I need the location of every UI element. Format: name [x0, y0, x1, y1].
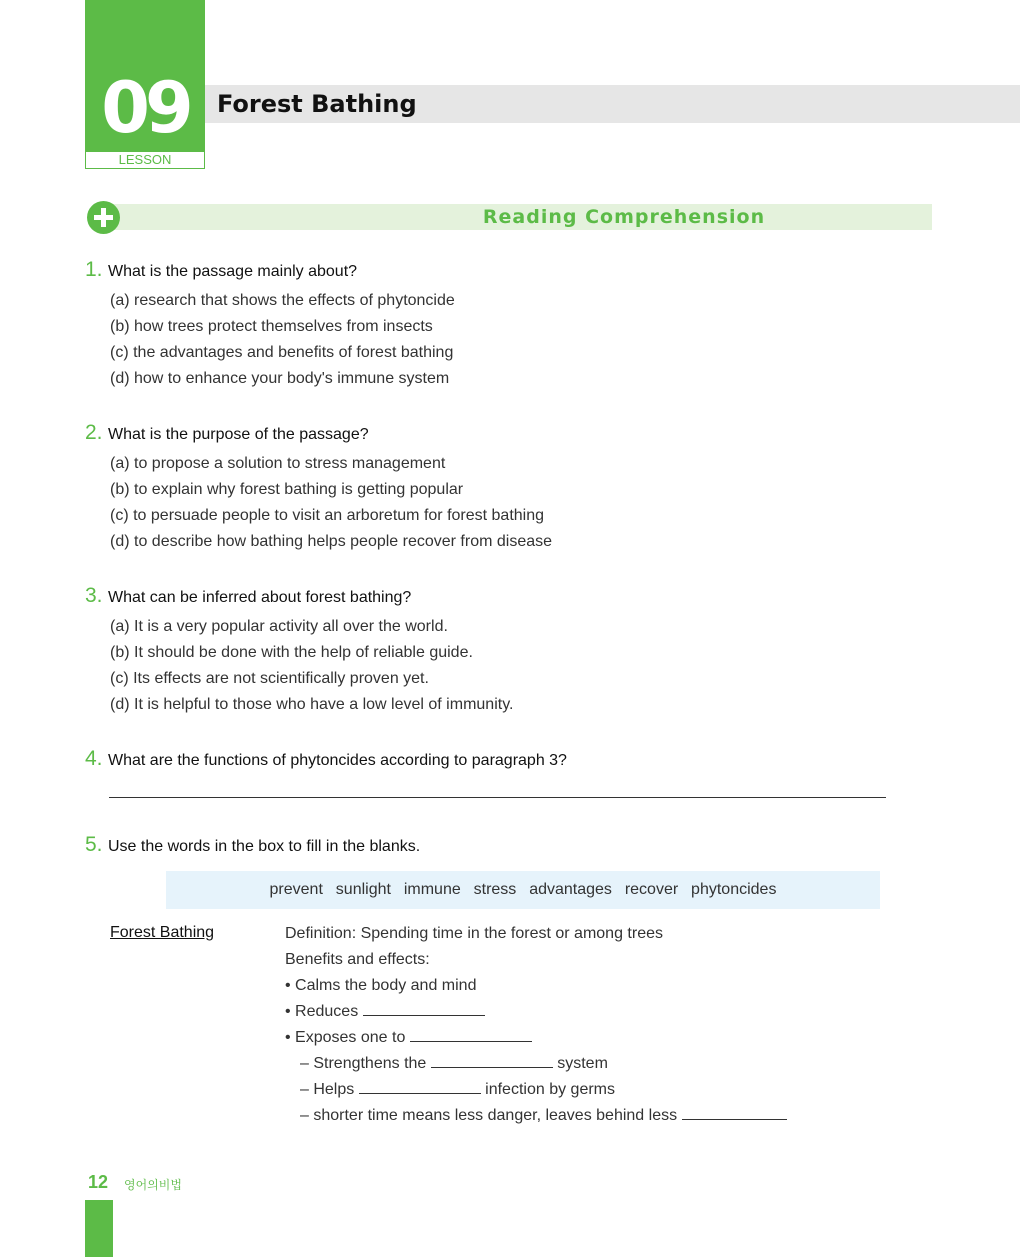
question-text: What is the passage mainly about? [108, 263, 358, 280]
page-number: 12 [88, 1172, 109, 1192]
title-bar [205, 85, 1020, 123]
benefit-calms: • Calms the body and mind [285, 977, 477, 994]
sub-helps [285, 1077, 787, 1103]
option-a: (a) to propose a solution to stress management [110, 455, 446, 472]
option-a: (a) It is a very popular activity all over the world. [110, 618, 448, 635]
option-c: (c) to persuade people to visit an arboretum for forest bathing [110, 507, 545, 524]
option-b: (b) It should be done with the help of reliable guide. [110, 644, 473, 661]
sub-text: – Strengthens the [300, 1055, 427, 1072]
option-d: (d) to describe how bathing helps people recover from disease [110, 533, 553, 550]
blank-field[interactable] [363, 1001, 485, 1016]
option-b: (b) to explain why forest bathing is getting popular [110, 481, 464, 498]
page-corner-bar [85, 1200, 113, 1257]
lesson-number: 09 [101, 67, 189, 149]
blank-field[interactable] [682, 1105, 787, 1120]
section-title: Reading Comprehension [482, 206, 766, 228]
question-text: Use the words in the box to fill in the blanks. [108, 838, 421, 855]
option-list [110, 288, 455, 392]
question-5 [85, 833, 420, 857]
word-box: prevent sunlight immune stress advantages recover phytoncides [166, 871, 880, 909]
blank-field[interactable] [431, 1053, 553, 1068]
option-a: (a) research that shows the effects of phytoncide [110, 292, 455, 309]
plus-icon [87, 201, 120, 234]
question-number: 4. [85, 747, 103, 770]
question-number: 5. [85, 833, 103, 856]
option-c: (c) Its effects are not scientifically proven yet. [110, 670, 429, 687]
question-text: What are the functions of phytoncides according to paragraph 3? [108, 752, 567, 769]
option-d: (d) how to enhance your body's immune system [110, 370, 450, 387]
question-2 [85, 421, 552, 555]
benefit-text: • Exposes one to [285, 1029, 406, 1046]
sub-strengthens [285, 1051, 787, 1077]
definition: Definition: Spending time in the forest or among trees [285, 925, 663, 942]
question-number: 3. [85, 584, 103, 607]
sub-text: – Helps [300, 1081, 355, 1098]
benefit-reduces [285, 999, 787, 1025]
question-text: What is the purpose of the passage? [108, 426, 369, 443]
book-title: 영어의비법 [124, 1178, 182, 1192]
question-number: 2. [85, 421, 103, 444]
sub-shorter-time [285, 1103, 787, 1129]
answer-line[interactable] [109, 797, 886, 798]
lesson-number-box [85, 0, 205, 152]
benefits-heading: Benefits and effects: [285, 951, 430, 968]
option-d: (d) It is helpful to those who have a low level of immunity. [110, 696, 514, 713]
blank-field[interactable] [359, 1079, 481, 1094]
section-header [104, 204, 932, 230]
sub-text: infection by germs [485, 1081, 615, 1098]
option-list [110, 614, 513, 718]
notes-list [285, 921, 787, 1129]
question-4 [85, 747, 567, 771]
question-1 [85, 258, 455, 392]
question-text: What can be inferred about forest bathing? [108, 589, 412, 606]
question-number: 1. [85, 258, 103, 281]
sub-text: system [557, 1055, 608, 1072]
blank-field[interactable] [410, 1027, 532, 1042]
forest-bathing-label: Forest Bathing [110, 924, 215, 941]
lesson-title: Forest Bathing [217, 90, 417, 118]
option-c: (c) the advantages and benefits of forest bathing [110, 344, 454, 361]
option-list [110, 451, 552, 555]
question-3 [85, 584, 513, 718]
benefit-exposes [285, 1025, 787, 1051]
sub-text: – shorter time means less danger, leaves behind less [300, 1107, 678, 1124]
benefit-text: • Reduces [285, 1003, 359, 1020]
lesson-label: LESSON [85, 152, 205, 169]
option-b: (b) how trees protect themselves from insects [110, 318, 433, 335]
